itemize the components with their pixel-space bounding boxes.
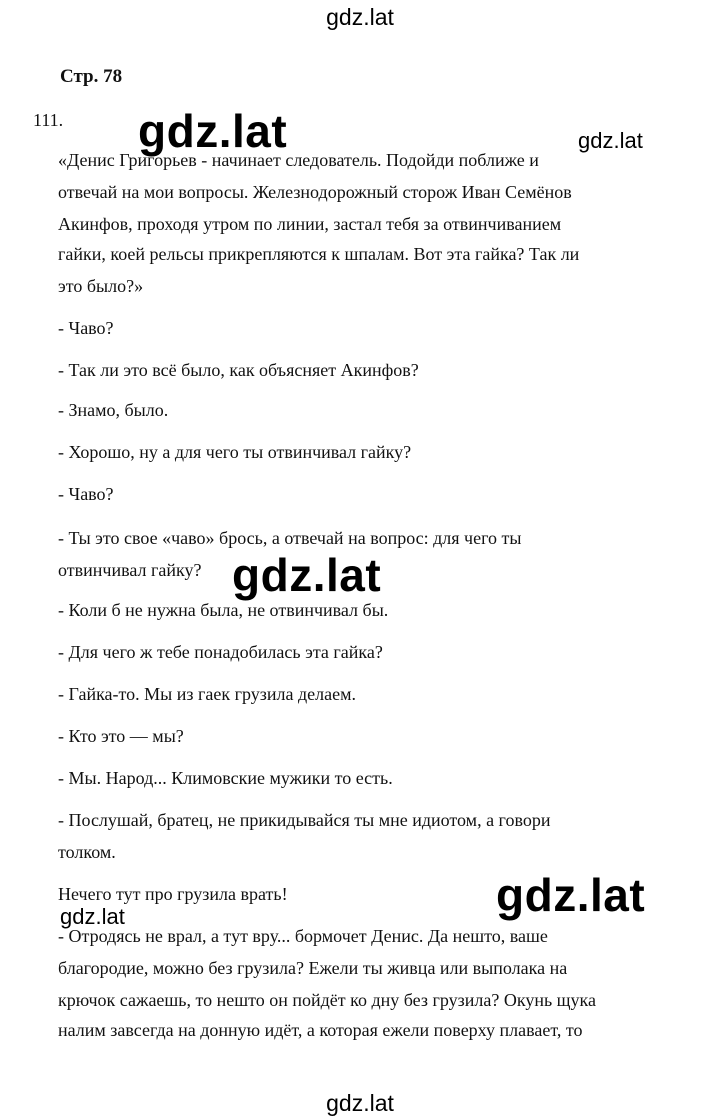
text-line-9: - Хорошо, ну а для чего ты отвинчивал гайку? (58, 442, 412, 462)
watermark-large-1: gdz.lat (138, 105, 288, 157)
text-line-6: - Чаво? (58, 318, 114, 338)
text-line-16: - Кто это — мы? (58, 726, 184, 746)
text-line-8: - Знамо, было. (58, 400, 169, 420)
text-line-12: отвинчивал гайку? (58, 560, 202, 580)
text-line-3: Акинфов, проходя утром по линии, застал тебя за отвинчиванием (58, 214, 562, 234)
text-line-19: толком. (58, 842, 116, 862)
text-line-1: «Денис Григорьев - начинает следователь. Подойди поближе и (58, 150, 539, 170)
text-line-14: - Для чего ж тебе понадобилась эта гайка? (58, 642, 383, 662)
text-line-13: - Коли б не нужна была, не отвинчивал бы. (58, 600, 389, 620)
text-line-22: благородие, можно без грузила? Ежели ты живца или выполака на (58, 958, 568, 978)
watermark-large-3: gdz.lat (496, 869, 646, 921)
watermark-small: gdz.lat (60, 904, 125, 929)
text-line-4: гайки, коей рельсы прикрепляются к шпалам. Вот эта гайка? Так ли (58, 244, 580, 264)
text-line-21: - Отродясь не врал, а тут вру... бормочет Денис. Да нешто, ваше (58, 926, 548, 946)
watermark-bottom: gdz.lat (326, 1090, 394, 1116)
page-number-heading: Стр. 78 (60, 66, 123, 87)
text-line-23: крючок сажаешь, то нешто он пойдёт ко дну без грузила? Окунь щука (58, 990, 597, 1010)
text-line-5: это было?» (58, 276, 144, 296)
text-line-18: - Послушай, братец, не прикидывайся ты мне идиотом, а говори (58, 810, 551, 830)
text-line-15: - Гайка-то. Мы из гаек грузила делаем. (58, 684, 356, 704)
exercise-number: 111. (33, 110, 64, 130)
watermark-large-2: gdz.lat (232, 549, 382, 601)
text-line-24: налим завсегда на донную идёт, а которая ежели поверху плавает, то (58, 1020, 583, 1040)
text-line-7: - Так ли это всё было, как объясняет Акинфов? (58, 360, 419, 380)
text-line-20: Нечего тут про грузила врать! (58, 884, 288, 904)
text-line-2: отвечай на мои вопросы. Железнодорожный сторож Иван Семёнов (58, 182, 572, 202)
text-line-10: - Чаво? (58, 484, 114, 504)
watermark-side: gdz.lat (578, 128, 643, 153)
watermark-top: gdz.lat (326, 4, 394, 30)
text-line-17: - Мы. Народ... Климовские мужики то есть. (58, 768, 393, 788)
text-line-11: - Ты это свое «чаво» брось, а отвечай на вопрос: для чего ты (58, 528, 522, 548)
